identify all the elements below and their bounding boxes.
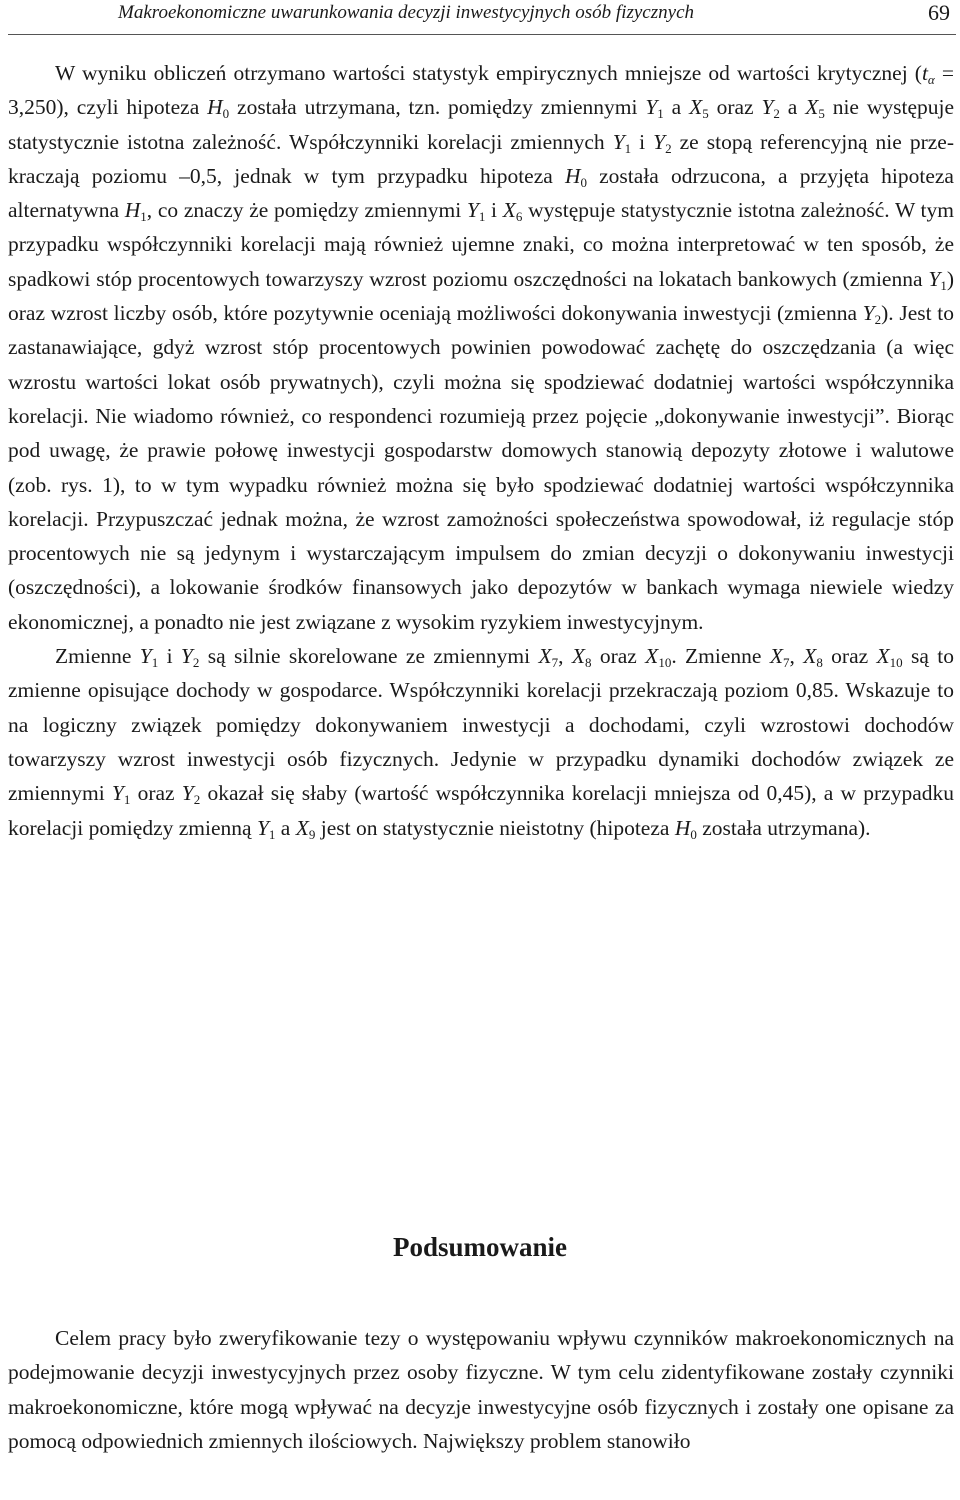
variable-x: X: [645, 644, 659, 669]
text-run: , co znaczy że pomiędzy zmiennymi: [146, 198, 467, 223]
text-run: ) oraz wzrost liczby osób, które pozytywnie oceniają możliwości dokonywania inwestycji (zmienna: [8, 266, 954, 326]
variable-x: X: [803, 644, 817, 669]
text-run: oraz: [822, 644, 877, 669]
text-run: . Zmienne: [671, 644, 770, 669]
variable-h: H: [124, 198, 141, 223]
variable-x: X: [805, 95, 819, 120]
subscript: 9: [308, 826, 316, 842]
variable-h: H: [674, 815, 691, 840]
variable-x: X: [571, 644, 585, 669]
variable-x: X: [502, 198, 516, 223]
text-run: W wyniku obliczeń otrzymano wartości statystyk empirycznych mniejsze od wartości krytycznej (: [55, 61, 922, 85]
subscript: 7: [551, 655, 559, 671]
text-run: i: [631, 129, 654, 154]
variable-h: H: [564, 163, 581, 188]
subscript: 2: [193, 792, 201, 808]
subscript: 2: [874, 312, 882, 328]
subscript: 6: [515, 209, 523, 225]
page-number: 69: [928, 0, 950, 25]
running-title: Makroekonomiczne uwarunkowania decyzji inwestycyjnych osób fizycznych: [118, 2, 695, 23]
text-run: ,: [789, 644, 804, 669]
variable-x: X: [689, 95, 703, 120]
text-run: ze stopą referencyjną nie przekraczają poziomu –0,5, jednak w tym przypadku hipoteza: [8, 129, 954, 188]
text-run: ,: [558, 644, 572, 669]
text-run: została odrzucona, a przyjęta hipoteza alternatywna: [8, 163, 954, 223]
subscript: 1: [123, 792, 131, 808]
subscript: 7: [782, 655, 790, 671]
subscript: 1: [624, 140, 632, 156]
text-run: a: [275, 815, 296, 840]
subscript: 1: [657, 106, 664, 122]
subscript-alpha: α: [927, 72, 935, 87]
text-run: ). Jest to zastanawiające, gdyż wzrost stóp procentowych powinien powodować zachętę do oszczędzania (a więc wzrostu wartości lokat osób prywatnych), czyli można się spodziewać dodatniej wartości współczynnika korelacji. Nie wiadomo również, co respondenci rozumieją przez pojęcie „dokonywanie inwestycji”. Biorąc pod uwagę, że prawie połowę inwestycji gospodarstw domowych stanowią depozyty złotowe i walutowe (zob. rys. 1), to w tym wypadku również można się było spodziewać dodatniej wartości współczynnika korelacji. Przypuszczać jednak można, że wzrost zamożności społeczeństwa spowodował, iż regulacje stóp procentowych nie są jedynym i wystarczającym impulsem do zmian decyzji o dokonywaniu inwestycji (oszczędności), a lokowanie środków finansowych jako depozytów w bankach wymaga niewiele wiedzy ekonomicznej, a ponadto nie jest związane z wysokim ryzykiem inwestycyjnym.: [8, 301, 954, 634]
variable-y: Y: [761, 95, 774, 120]
text-run: oraz: [708, 95, 762, 120]
variable-x: X: [876, 644, 890, 669]
paragraph-results: [8, 56, 954, 639]
subscript: 1: [268, 826, 276, 842]
variable-y: Y: [928, 266, 941, 291]
subscript: 1: [140, 209, 147, 225]
text-run: Zmienne: [55, 644, 140, 669]
body-text: [8, 56, 954, 845]
variable-h: H: [207, 95, 223, 120]
running-header: [0, 0, 960, 36]
paragraph-summary: Celem pracy było zweryfikowanie tezy o występowaniu wpływu czynników makroekonomicznych na podejmowanie decyzji inwestycyjnych przez osoby fizyczne. W tym celu zidentyfikowane zostały czynniki makroekonomiczne, które mogą wpływać na decyzje inwestycyjne osób fizycznych i zostały one opisane za pomocą odpowiednich zmiennych ilościowych. Największy problem stanowiło: [8, 1326, 954, 1453]
subscript: 2: [192, 655, 200, 671]
subscript: 5: [702, 106, 709, 122]
subscript: 0: [222, 106, 230, 122]
variable-x: X: [295, 815, 309, 840]
text-run: oraz: [591, 644, 646, 669]
text-run: została utrzymana).: [696, 815, 871, 840]
variable-y: Y: [111, 781, 124, 806]
variable-x: X: [538, 644, 552, 669]
subscript: 1: [151, 655, 159, 671]
subscript: 5: [818, 106, 825, 122]
text-run: i: [158, 644, 181, 669]
subscript: 1: [478, 209, 486, 225]
text-run: a: [779, 95, 806, 120]
text-run: są to zmienne opisujące dochody w gospodarce. Współczynniki korelacji przekraczają poziom 0,85. Wskazuje to na logiczny związek pomiędzy dokonywaniem inwestycji a dochodami, czyli wzrostowi dochodów towarzyszy wzrost inwestycji osób fizycznych. Jedynie w przypadku dynamiki dochodów związek ze zmiennymi: [8, 644, 955, 806]
variable-y: Y: [181, 781, 194, 806]
text-run: a: [663, 95, 690, 120]
variable-y: Y: [612, 129, 625, 154]
text-run: nie występuje statystycznie istotna zależność. Współczynniki korelacji zmiennych: [8, 95, 954, 154]
variable-y: Y: [256, 815, 269, 840]
variable-y: Y: [180, 644, 193, 669]
subscript: 8: [584, 655, 592, 671]
text-run: i: [485, 198, 503, 223]
text-run: jest on statystycznie nieistotny (hipoteza: [315, 815, 675, 840]
subscript: 1: [940, 277, 947, 293]
variable-x: X: [769, 644, 783, 669]
subscript: 10: [889, 655, 903, 671]
paragraph-income: [8, 639, 954, 845]
subscript: 0: [690, 826, 697, 842]
text-run: = 3,250), czyli hipoteza: [8, 61, 954, 120]
text-run: są silnie skorelowane ze zmiennymi: [199, 644, 539, 669]
subscript: 2: [773, 106, 780, 122]
subscript: 8: [816, 655, 823, 671]
variable-y: Y: [862, 301, 875, 326]
variable-y: Y: [139, 644, 152, 669]
text-run: występuje statystycznie istotna zależność. W tym przypadku współczynniki korelacji mają również ujemne znaki, co można interpretować w ten sposób, że spadkowi stóp procentowych towarzyszy wzrost poziomu oszczędności na lokatach bankowych (zmienna: [8, 198, 955, 291]
text-run: oraz: [130, 781, 182, 806]
header-rule: [8, 34, 956, 35]
subscript: 10: [658, 655, 672, 671]
variable-y: Y: [645, 95, 658, 120]
variable-y: Y: [653, 129, 666, 154]
summary-text: [8, 1321, 954, 1458]
variable-y: Y: [466, 198, 479, 223]
section-heading: Podsumowanie: [392, 1232, 568, 1262]
subscript: 0: [580, 174, 587, 190]
variable-t: t: [921, 61, 928, 85]
text-run: okazał się słaby (wartość współczynnika korelacji mniejsza od 0,45), a w przypadku korelacji pomiędzy zmienną: [8, 781, 954, 840]
text-run: została utrzymana, tzn. pomiędzy zmiennymi: [229, 95, 646, 120]
subscript: 2: [665, 140, 672, 156]
